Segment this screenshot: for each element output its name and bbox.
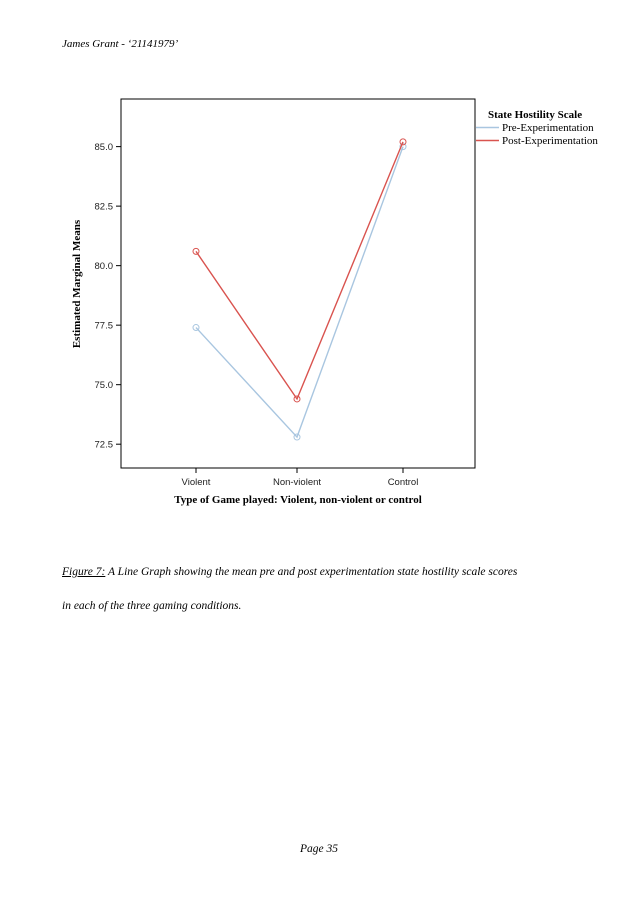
y-tick-label: 77.5 xyxy=(94,320,113,332)
figure-caption-label: Figure 7: xyxy=(62,566,106,578)
y-axis xyxy=(95,142,122,451)
figure-caption-line-1 xyxy=(62,566,517,578)
plot-area xyxy=(121,99,475,468)
y-tick-label: 72.5 xyxy=(94,439,113,451)
figure-caption-text: A Line Graph showing the mean pre and post experimentation state hostility scale scores xyxy=(105,566,518,578)
figure-caption-line-2: in each of the three gaming conditions. xyxy=(62,600,242,612)
x-tick-label: Control xyxy=(387,477,419,488)
x-axis xyxy=(182,468,419,488)
x-tick-label: Non-violent xyxy=(272,477,322,488)
legend xyxy=(476,109,598,147)
page-header: James Grant - ‘21141979’ xyxy=(62,38,179,50)
legend-label: Pre-Experimentation xyxy=(502,122,594,134)
y-axis-title: Estimated Marginal Means xyxy=(71,219,83,349)
x-tick-label: Violent xyxy=(181,477,211,488)
legend-items xyxy=(476,122,598,147)
legend-label: Post-Experimentation xyxy=(502,135,598,147)
y-tick-label: 75.0 xyxy=(94,380,113,392)
y-tick-label: 80.0 xyxy=(94,261,113,273)
x-axis-title: Type of Game played: Violent, non-violent or control xyxy=(174,494,422,506)
page-footer: Page 35 xyxy=(299,843,338,855)
y-tick-label: 85.0 xyxy=(94,142,113,154)
y-tick-label: 82.5 xyxy=(94,201,113,213)
legend-title: State Hostility Scale xyxy=(488,109,583,121)
